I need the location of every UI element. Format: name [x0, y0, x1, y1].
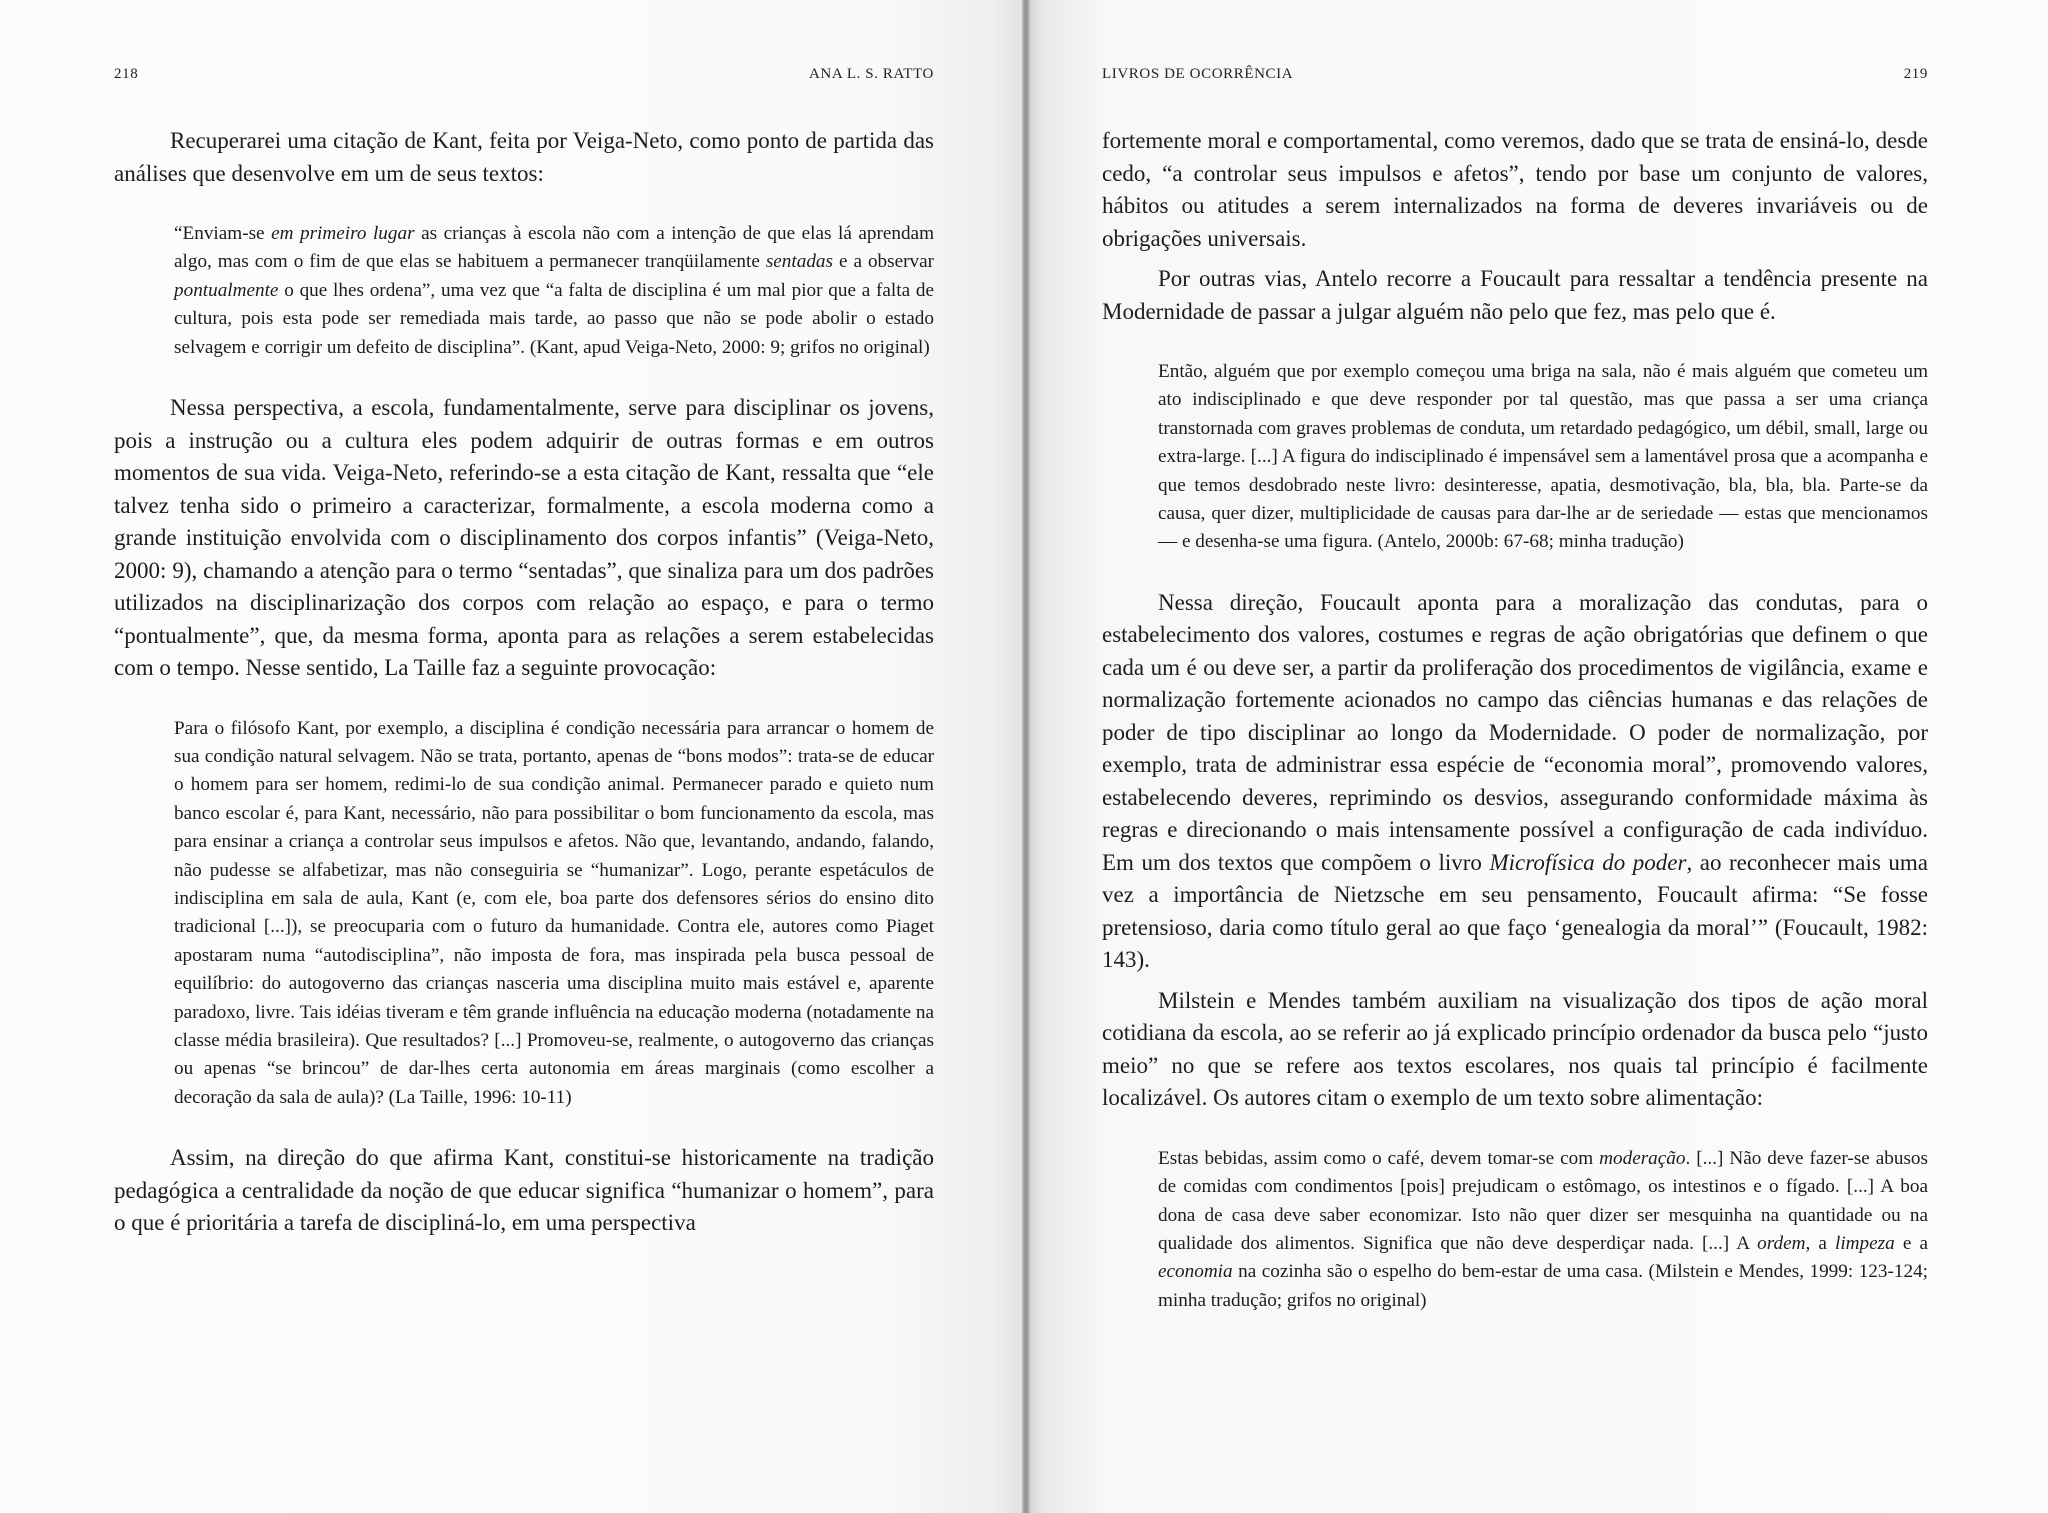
- emphasis-microfisica-do-poder: Microfísica do poder: [1489, 849, 1687, 875]
- right-block-quote-milstein: Estas bebidas, assim como o café, devem tomar-se com moderação. [...] Não deve fazer-se abusos de comidas com condimentos [pois] prejudicam o estômago, os intestinos e o fígado. [...] A boa dona de casa deve saber economizar. Isto não quer dizer ser mesquinha na quantidade ou na qualidade dos alimentos. Significa que não deve desperdiçar nada. [...] A ordem, a limpeza e a economia na cozinha são o espelho do bem-estar de uma casa. (Milstein e Mendes, 1999: 123-124; minha tradução; grifos no original): [1158, 1147, 1928, 1311]
- emphasis-sentadas: sentadas: [765, 251, 833, 273]
- left-block-quote-kant: “Enviam-se em primeiro lugar as crianças à escola não com a intenção de que elas lá aprendam algo, mas com o fim de que elas se habituem a permanecer tranqüilamente sentadas e a observar pontualmente o que lhes ordena”, uma vez que “a falta de disciplina é um mal pior que a falta de cultura, pois esta pode ser remediada mais tarde, ao passo que não se pode abolir o estado selvagem e corrigir um defeito de disciplina”. (Kant, apud Veiga-Neto, 2000: 9; grifos no original): [174, 223, 935, 358]
- emphasis-limpeza: limpeza: [1835, 1233, 1895, 1255]
- left-header-author: ANA L. S. RATTO: [809, 66, 934, 82]
- right-paragraph-2: Por outras vias, Antelo recorre a Foucault para ressaltar a tendência presente na Modernidade de passar a julgar alguém não pelo que fez, mas pelo que é.: [1102, 266, 1928, 324]
- right-page-number: 219: [1903, 66, 1928, 82]
- right-running-head: [1102, 66, 1928, 83]
- right-page: [1024, 0, 2048, 1513]
- left-running-head: [114, 66, 934, 83]
- left-block-quote-la-taille: Para o filósofo Kant, por exemplo, a disciplina é condição necessária para arrancar o homem de sua condição natural selvagem. Não se trata, portanto, apenas de “bons modos”: trata-se de educar o homem para ser homem, redimi-lo de sua condição animal. Permanecer parado e quieto num banco escolar é, para Kant, necessário, não para possibilitar o bom funcionamento da escola, mas para ensinar a criança a controlar seus impulsos e afetos. Não que, levantando, andando, falando, não pudesse se alfabetizar, mas não conseguiria se “humanizar”. Logo, perante espetáculos de indisciplina em sala de aula, Kant (e, com ele, boa parte dos defensores sérios do ensino dito tradicional [...]), se preocuparia com o futuro da humanidade. Contra ele, autores como Piaget apostaram numa “autodisciplina”, não imposta de fora, mas inspirada pela busca pessoal de equilíbrio: do autogoverno das crianças nasceria uma disciplina muito mais estável e, aparente paradoxo, livre. Tais idéias tiveram e têm grande influência na educação moderna (notadamente na classe média brasileira). Que resultados? [...] Promoveu-se, realmente, o autogoverno das crianças ou apenas “se brincou” de dar-lhes certa autonomia em áreas marginais (como escolher a decoração da sala de aula)? (La Taille, 1996: 10-11): [174, 717, 934, 1108]
- book-gutter: [1022, 0, 1030, 1513]
- emphasis-ordem: ordem: [1757, 1233, 1806, 1255]
- right-paragraph-3: Nessa direção, Foucault aponta para a moralização das condutas, para o estabelecimento dos valores, costumes e regras de ação obrigatórias que definem o que cada um é ou deve ser, a partir da proliferação dos procedimentos de vigilância, exame e normalização fortemente acionados no campo das ciências humanas e das relações de poder de tipo disciplinar ao longo da Modernidade. O poder de normalização, por exemplo, trata de administrar essa espécie de “economia moral”, promovendo valores, estabelecendo deveres, reprimindo os desvios, assegurando conformidade máxima às regras e direcionando o mais intensamente possível a configuração de cada indivíduo. Em um dos textos que compõem o livro Microfísica do poder, ao reconhecer mais uma vez a importância de Nietzsche em seu pensamento, Foucault afirma: “Se fosse pretensioso, daria como título geral ao que faço ‘genealogia da moral’” (Foucault, 1982: 143).: [1102, 589, 1929, 973]
- right-paragraph-1: fortemente moral e comportamental, como veremos, dado que se trata de ensiná-lo, desde cedo, “a controlar seus impulsos e afetos”, tendo por base um conjunto de valores, hábitos ou atitudes a serem internalizados na forma de deveres invariáveis ou de obrigações universais.: [1102, 128, 1928, 251]
- right-paragraph-4: Milstein e Mendes também auxiliam na visualização dos tipos de ação moral cotidiana da escola, ao se referir ao já explicado princípio ordenador da busca pelo “justo meio” no que se refere aos textos escolares, nos quais tal princípio é facilmente localizável. Os autores citam o exemplo de um texto sobre alimentação:: [1102, 987, 1928, 1111]
- left-page-number: 218: [114, 66, 139, 82]
- emphasis-moderacao: moderação: [1599, 1147, 1686, 1169]
- left-paragraph-2: Nessa perspectiva, a escola, fundamentalmente, serve para disciplinar os jovens, pois a instrução ou a cultura eles podem adquirir de outras formas e em outros momentos de sua vida. Veiga-Neto, referindo-se a esta citação de Kant, ressalta que “ele talvez tenha sido o primeiro a caracterizar, formalmente, a escola moderna como a grande instituição envolvida com o disciplinamento dos corpos infantis” (Veiga-Neto, 2000: 9), chamando a atenção para o termo “sentadas”, que sinaliza para um dos padrões utilizados na disciplinarização dos corpos com relação ao espaço, e para o termo “pontualmente”, que, da mesma forma, aponta para as relações a serem estabelecidas com o tempo. Nesse sentido, La Taille faz a seguinte provocação:: [114, 395, 934, 681]
- emphasis-pontualmente: pontualmente: [174, 279, 279, 301]
- emphasis-economia: economia: [1158, 1261, 1233, 1283]
- right-header-title: LIVROS DE OCORRÊNCIA: [1102, 66, 1294, 82]
- left-paragraph-1: Recuperarei uma citação de Kant, feita por Veiga-Neto, como ponto de partida das análises que desenvolve em um de seus textos:: [114, 128, 934, 186]
- right-block-quote-antelo: Então, alguém que por exemplo começou uma briga na sala, não é mais alguém que cometeu um ato indisciplinado e que deve responder por tal questão, mas que passa a ser uma criança transtornada com graves problemas de conduta, um retardado pedagógico, um débil, small, large ou extra-large. [...] A figura do indisciplinado é impensável sem a lamentável prosa que a acompanha e que temos desdobrado neste livro: desinteresse, apatia, desmotivação, bla, bla, bla. Parte-se da causa, quer dizer, multiplicidade de causas para dar-lhe ar de seriedade — estas que mencionamos — e desenha-se uma figura. (Antelo, 2000b: 67-68; minha tradução): [1158, 361, 1928, 553]
- emphasis-em-primeiro-lugar: em primeiro lugar: [271, 223, 415, 244]
- left-paragraph-3: Assim, na direção do que afirma Kant, constitui-se historicamente na tradição pedagógica a centralidade da noção de que educar significa “humanizar o homem”, para o que é prioritária a tarefa de discipliná-lo, em uma perspectiva: [114, 1145, 934, 1236]
